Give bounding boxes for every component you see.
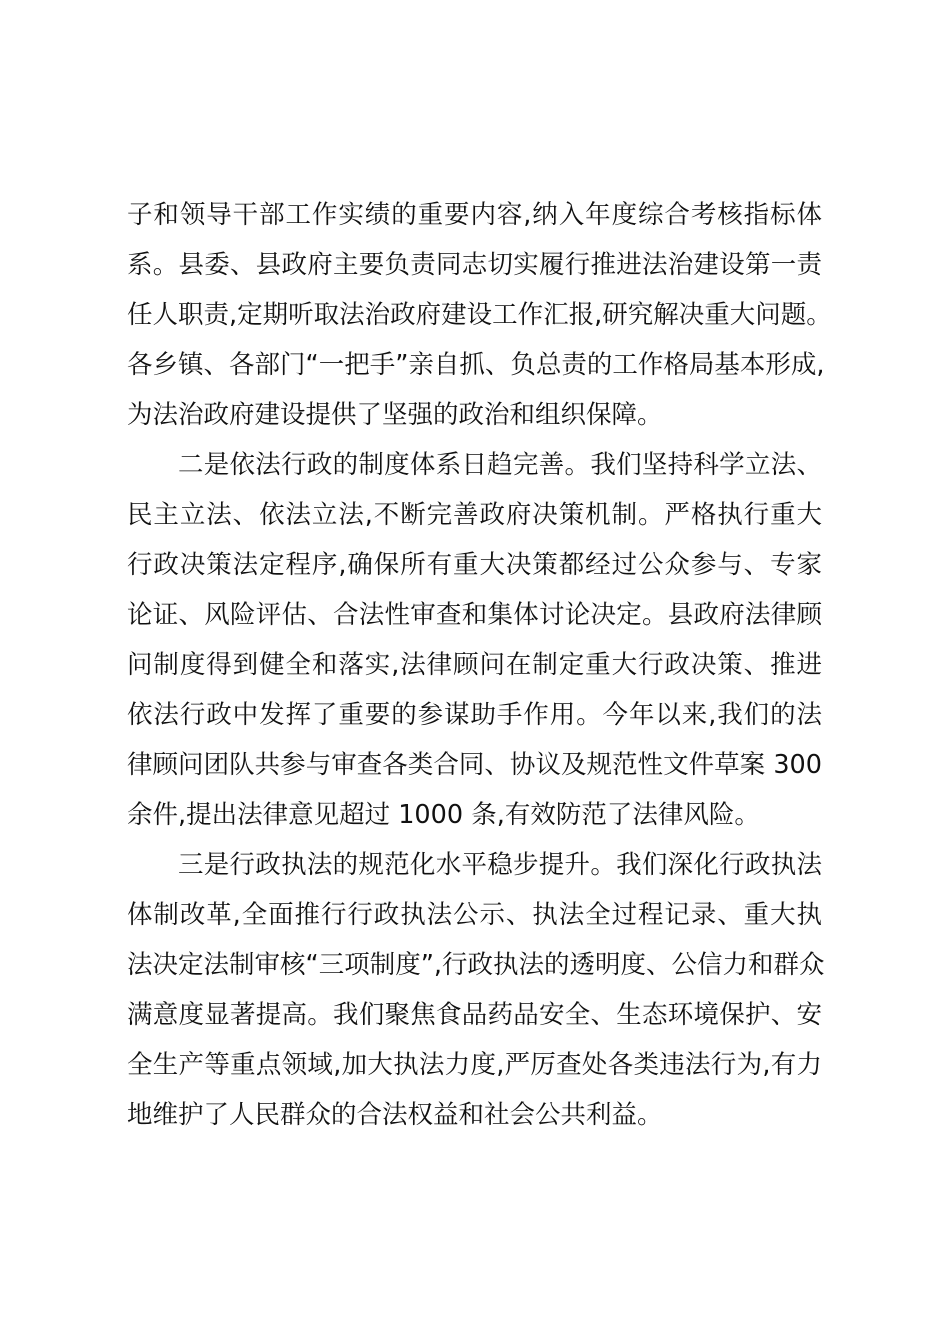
paragraph-3 xyxy=(127,840,825,1140)
text-line: 余件,提出法律意见超过 1000 条,有效防范了法律风险。 xyxy=(127,800,760,830)
text-line: 行政决策法定程序,确保所有重大决策都经过公众参与、专家 xyxy=(127,550,822,580)
text-line: 系。县委、县政府主要负责同志切实履行推进法治建设第一责 xyxy=(127,250,822,280)
text-line: 问制度得到健全和落实,法律顾问在制定重大行政决策、推进 xyxy=(127,650,822,680)
text-line: 依法行政中发挥了重要的参谋助手作用。今年以来,我们的法 xyxy=(127,700,822,730)
text-line: 二是依法行政的制度体系日趋完善。我们坚持科学立法、 xyxy=(178,450,822,480)
text-line: 满意度显著提高。我们聚焦食品药品安全、生态环境保护、安 xyxy=(127,1000,822,1030)
paragraph-2 xyxy=(127,440,822,840)
document-body xyxy=(127,190,832,1140)
text-line: 为法治政府建设提供了坚强的政治和组织保障。 xyxy=(127,400,663,430)
text-line: 各乡镇、各部门“一把手”亲自抓、负总责的工作格局基本形成, xyxy=(127,350,825,380)
text-line: 律顾问团队共参与审查各类合同、协议及规范性文件草案 300 xyxy=(127,750,822,780)
text-line: 民主立法、依法立法,不断完善政府决策机制。严格执行重大 xyxy=(127,500,822,530)
text-line: 子和领导干部工作实绩的重要内容,纳入年度综合考核指标体 xyxy=(127,200,822,230)
text-line: 论证、风险评估、合法性审查和集体讨论决定。县政府法律顾 xyxy=(127,600,822,630)
paragraph-1 xyxy=(127,190,832,440)
text-line: 任人职责,定期听取法治政府建设工作汇报,研究解决重大问题。 xyxy=(127,300,832,330)
text-line: 三是行政执法的规范化水平稳步提升。我们深化行政执法 xyxy=(178,850,822,880)
text-line: 体制改革,全面推行行政执法公示、执法全过程记录、重大执 xyxy=(127,900,822,930)
text-line: 全生产等重点领域,加大执法力度,严厉查处各类违法行为,有力 xyxy=(127,1050,822,1080)
text-line: 地维护了人民群众的合法权益和社会公共利益。 xyxy=(127,1100,663,1130)
text-line: 法决定法制审核“三项制度”,行政执法的透明度、公信力和群众 xyxy=(127,950,825,980)
